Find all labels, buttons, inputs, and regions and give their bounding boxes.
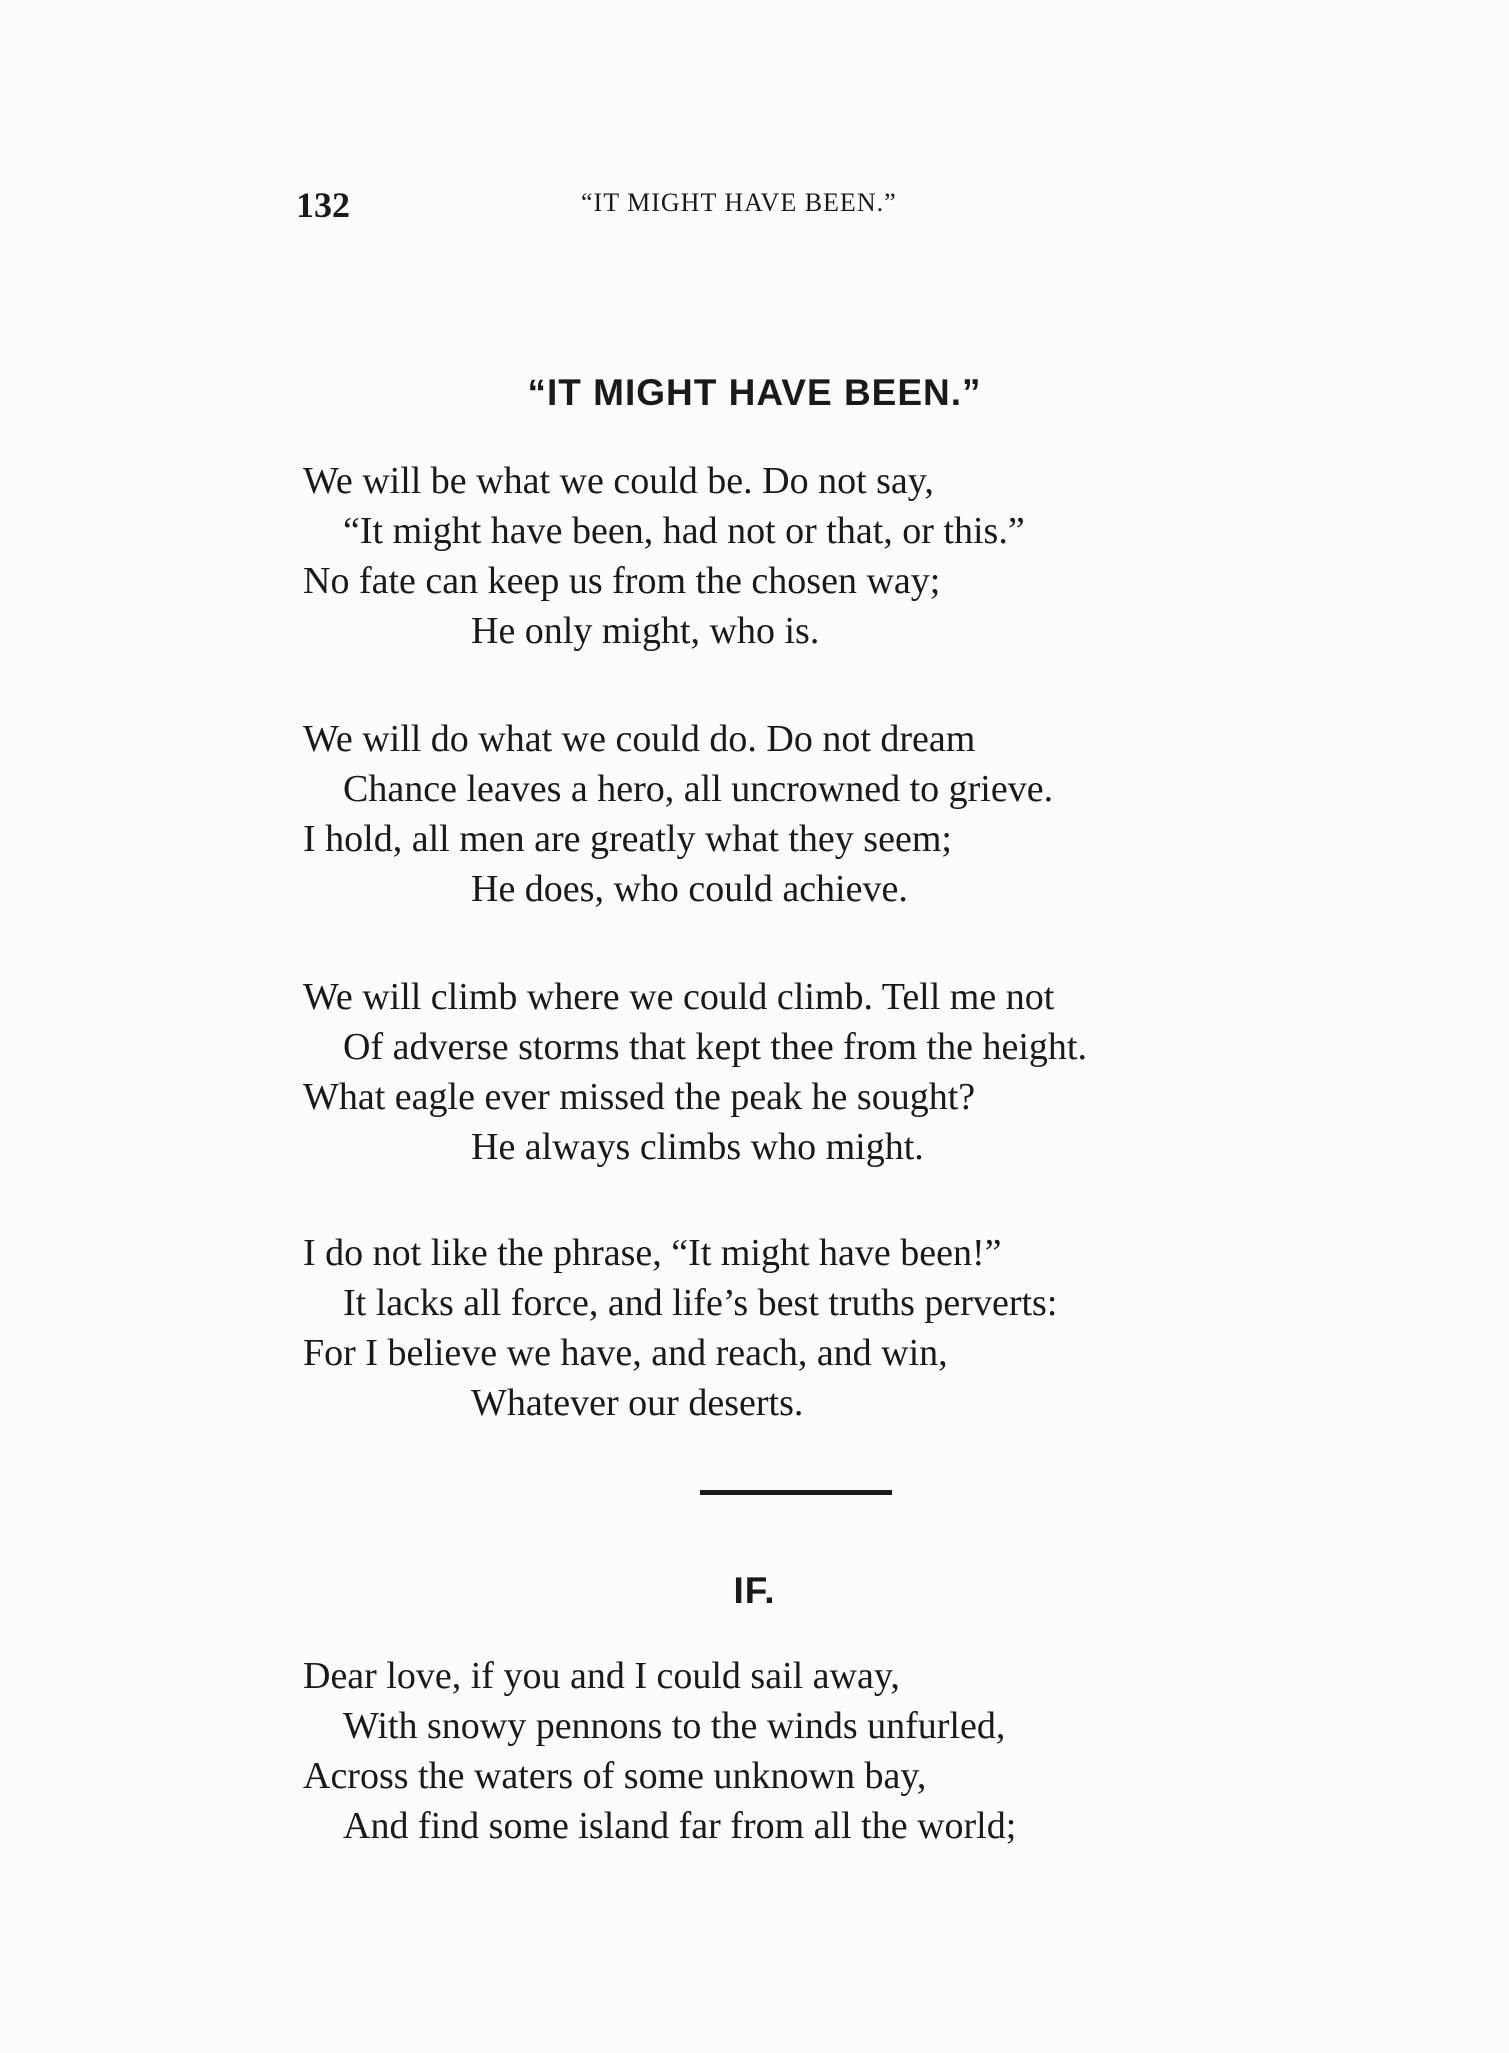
poem-line: I do not like the phrase, “It might have been!” [303, 1232, 1002, 1274]
poem-line: Of adverse storms that kept thee from the height. [343, 1026, 1087, 1068]
poem-line: For I believe we have, and reach, and win, [303, 1332, 948, 1374]
poem-line: With snowy pennons to the winds unfurled, [343, 1705, 1006, 1747]
poem-line: No fate can keep us from the chosen way; [303, 560, 941, 602]
poem-line: And find some island far from all the world; [343, 1805, 1017, 1847]
poem-line: He does, who could achieve. [471, 868, 908, 910]
poem-line: It lacks all force, and life’s best truths perverts: [343, 1282, 1058, 1324]
poem-line: Dear love, if you and I could sail away, [303, 1655, 900, 1697]
page-number: 132 [296, 185, 350, 225]
poem-line: We will be what we could be. Do not say, [303, 460, 934, 502]
poem-line: Whatever our deserts. [471, 1382, 804, 1424]
running-title: “IT MIGHT HAVE BEEN.” [581, 188, 897, 217]
poem-line: I hold, all men are greatly what they seem; [303, 818, 952, 860]
poem-line: Across the waters of some unknown bay, [303, 1755, 927, 1797]
poem-line: He only might, who is. [471, 610, 820, 652]
section-divider [700, 1490, 892, 1495]
poem-line: “It might have been, had not or that, or this.” [343, 510, 1025, 552]
poem-line: What eagle ever missed the peak he sought? [303, 1076, 976, 1118]
poem-line: We will do what we could do. Do not dream [303, 718, 976, 760]
poem-title: IF. [733, 1570, 776, 1611]
poem-title: “IT MIGHT HAVE BEEN.” [527, 372, 982, 413]
poem-line: We will climb where we could climb. Tell me not [303, 976, 1055, 1018]
poem-line: Chance leaves a hero, all uncrowned to grieve. [343, 768, 1054, 810]
poem-line: He always climbs who might. [471, 1126, 924, 1168]
running-head [296, 184, 1196, 224]
